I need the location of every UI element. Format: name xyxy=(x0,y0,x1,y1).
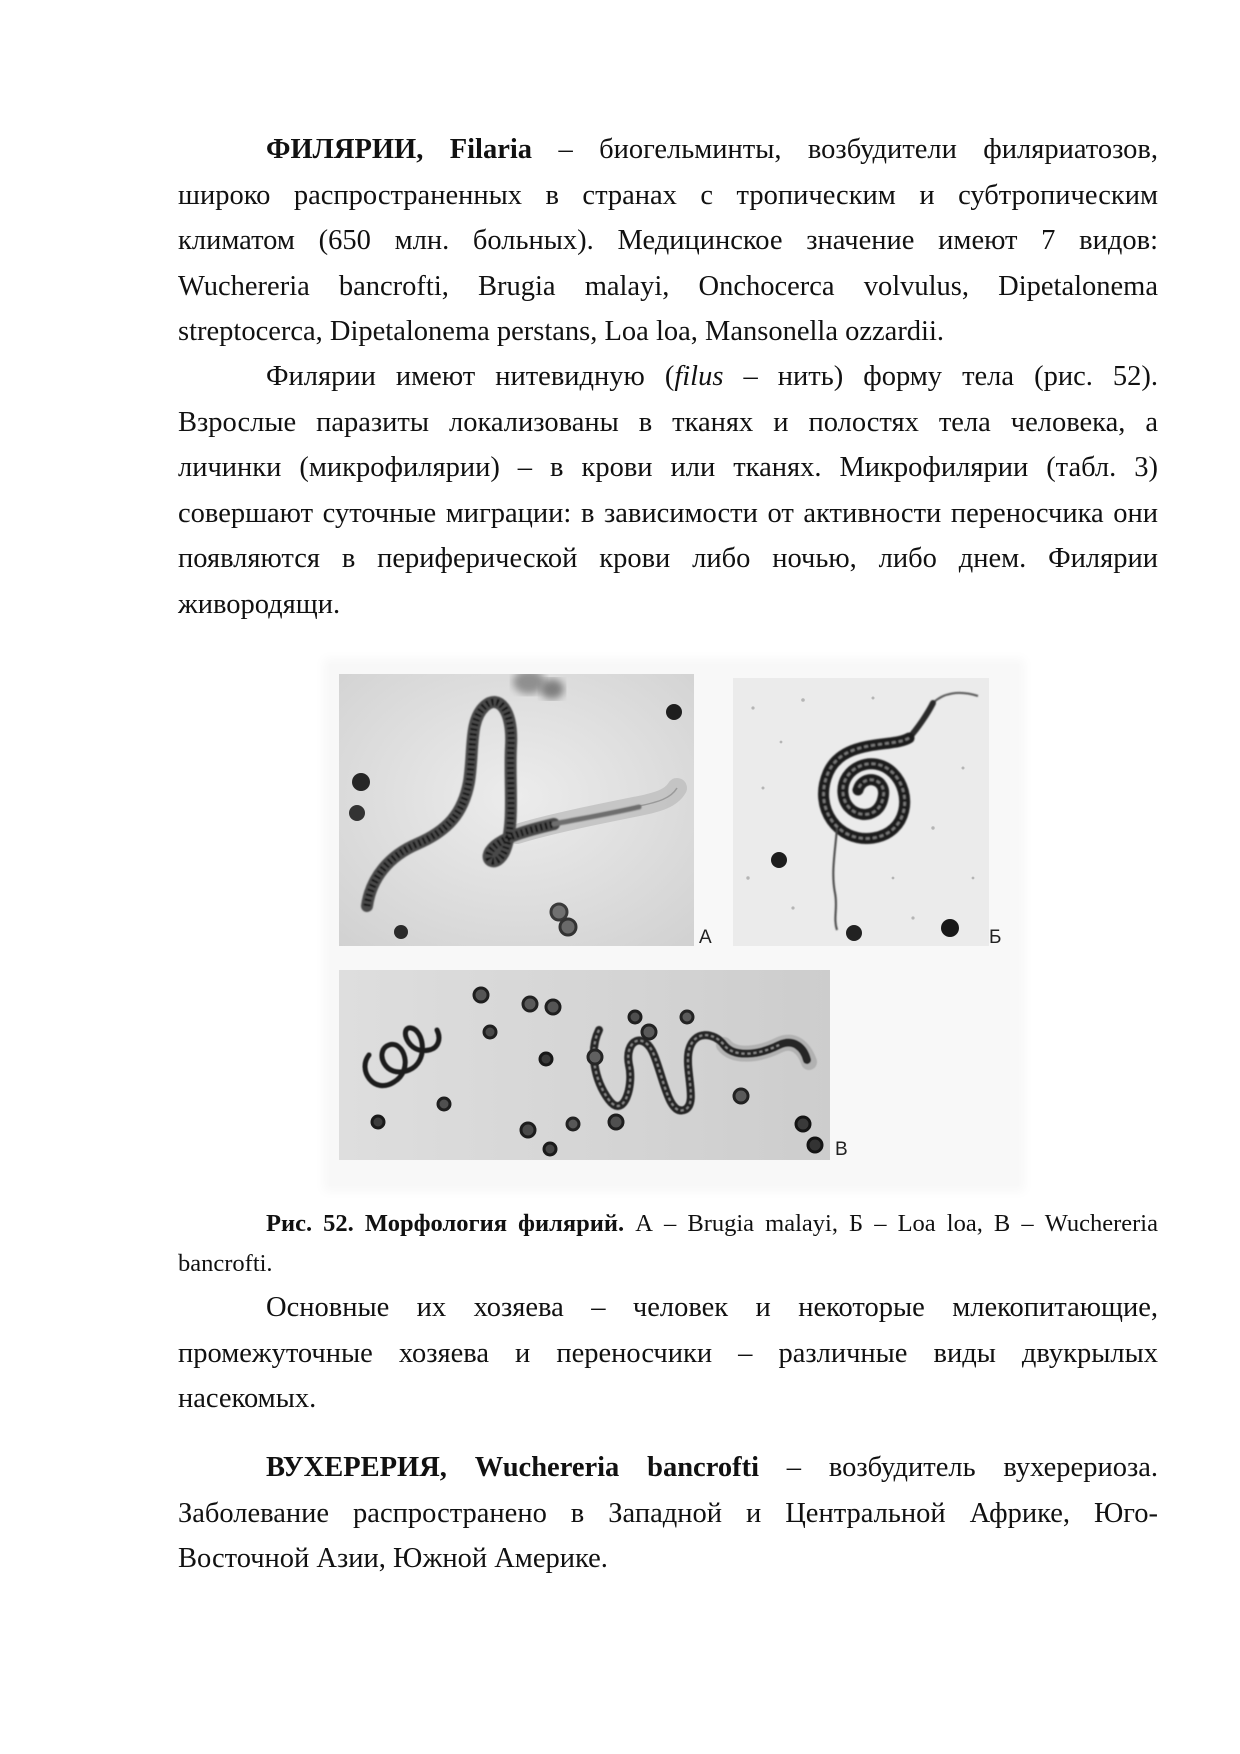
blood-cell xyxy=(808,1138,822,1152)
speckle xyxy=(762,787,765,790)
speckle xyxy=(931,826,934,829)
paragraph-line: насекомых. xyxy=(178,1383,317,1414)
blood-cell xyxy=(546,1000,560,1014)
speckle xyxy=(791,906,794,909)
blood-cell xyxy=(560,919,576,935)
caption-line xyxy=(178,1204,1158,1244)
line-text: – нить) форму тела (рис. 52). xyxy=(723,361,1158,392)
paragraph-line: промежуточные хозяева и переносчики – различные виды двукрылых xyxy=(178,1337,1158,1369)
caption-text: А – Brugia malayi, Б – Loa loa, В – Wuchereria xyxy=(624,1210,1158,1237)
micrograph-panel-a xyxy=(339,674,694,946)
paragraph-line: живородящи. xyxy=(178,588,341,620)
line-text: Филярии имеют нитевидную ( xyxy=(266,361,675,392)
micrograph-panel-b xyxy=(733,678,989,946)
blood-cell xyxy=(567,1118,579,1130)
blood-cell xyxy=(523,997,537,1011)
blurred-cell xyxy=(540,679,564,699)
paragraph-line: streptocerca, Dipetalonema perstans, Loa loa, Mansonella ozzardii. xyxy=(178,316,945,347)
panel-label-v: В xyxy=(835,1139,848,1160)
speckle xyxy=(911,916,914,919)
paragraph-line xyxy=(178,127,1158,173)
blood-cell xyxy=(438,1098,450,1110)
micrograph-panel-v xyxy=(339,970,830,1160)
blood-cell xyxy=(484,1026,496,1038)
figure-52-filaria-morphology xyxy=(337,672,1012,1180)
panel-background xyxy=(339,970,830,1160)
blood-cell xyxy=(551,904,567,920)
speckle xyxy=(892,877,895,880)
speckle xyxy=(780,741,783,744)
blood-cell xyxy=(681,1011,693,1023)
paragraph-line: Заболевание распространено в Западной и Центральной Африке, Юго- xyxy=(178,1497,1158,1529)
blood-cell xyxy=(642,1025,656,1039)
paragraph-line: Восточной Азии, Южной Америке. xyxy=(178,1543,608,1574)
panel-label-a: А xyxy=(699,927,712,948)
paragraph-line: широко распространенных в странах с тропическим и субтропическим xyxy=(178,179,1158,211)
blood-cell xyxy=(474,988,488,1002)
speckle xyxy=(962,767,965,770)
blood-cell xyxy=(846,925,862,941)
speckle xyxy=(972,877,975,880)
term-wuchereria: ВУХЕРЕРИЯ, Wuchereria bancrofti xyxy=(266,1452,759,1483)
figure-caption xyxy=(178,1204,1158,1284)
blood-cell xyxy=(796,1117,810,1131)
line-text: – биогельминты, возбудители филяриатозов, xyxy=(532,134,1158,165)
paragraph-body-form xyxy=(178,354,1158,627)
paragraph-wuchereria xyxy=(178,1445,1158,1582)
blood-cell xyxy=(544,1143,556,1155)
blood-cell xyxy=(734,1089,748,1103)
paragraph-line: Взрослые паразиты локализованы в тканях и полостях тела человека, а xyxy=(178,406,1158,438)
panel-label-b: Б xyxy=(989,927,1002,948)
caption-line: bancrofti. xyxy=(178,1250,273,1277)
paragraph-line xyxy=(178,354,1158,400)
blood-cell xyxy=(629,1011,641,1023)
paragraph-filaria-intro xyxy=(178,127,1158,355)
line-text: – возбудитель вухерериоза. xyxy=(759,1452,1158,1483)
blood-cell xyxy=(540,1053,552,1065)
paragraph-line xyxy=(178,1445,1158,1491)
paragraph-line: Основные их хозяева – человек и некоторые млекопитающие, xyxy=(266,1292,1158,1323)
paragraph-line: совершают суточные миграции: в зависимости от активности переносчика они xyxy=(178,497,1158,529)
blood-cell xyxy=(349,805,365,821)
blood-cell xyxy=(666,704,682,720)
speckle xyxy=(801,698,805,702)
paragraph-hosts xyxy=(178,1285,1158,1422)
term-filus: filus xyxy=(674,361,724,392)
blood-cell xyxy=(394,925,408,939)
speckle xyxy=(872,697,875,700)
paragraph-line: Wuchereria bancrofti, Brugia malayi, Onchocerca volvulus, Dipetalonema xyxy=(178,270,1158,302)
term-filaria: ФИЛЯРИИ, Filaria xyxy=(266,134,533,165)
speckle xyxy=(751,706,754,709)
paragraph-line: личинки (микрофилярии) – в крови или тканях. Микрофилярии (табл. 3) xyxy=(178,452,1158,483)
caption-title: Рис. 52. Морфология филярий. xyxy=(266,1210,625,1237)
blood-cell xyxy=(609,1115,623,1129)
paragraph-line: появляются в периферической крови либо ночью, либо днем. Филярии xyxy=(178,543,1158,574)
blood-cell xyxy=(771,852,787,868)
blood-cell xyxy=(588,1050,602,1064)
blood-cell xyxy=(521,1123,535,1137)
blood-cell xyxy=(941,919,959,937)
blood-cell xyxy=(352,773,370,791)
paragraph-line: климатом (650 млн. больных). Медицинское значение имеют 7 видов: xyxy=(178,225,1158,256)
speckle xyxy=(746,876,749,879)
blood-cell xyxy=(372,1116,384,1128)
